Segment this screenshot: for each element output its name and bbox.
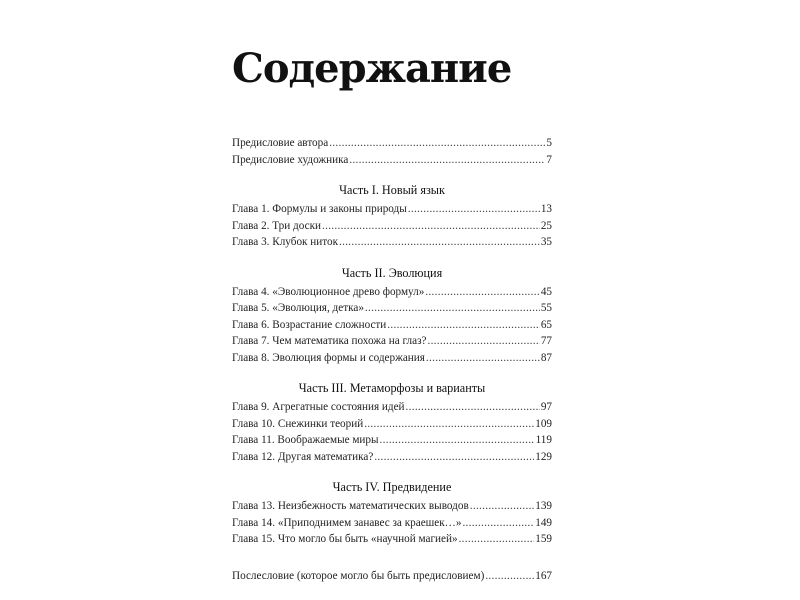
- leader-dots: [459, 531, 535, 548]
- toc-entry-label: Глава 1. Формулы и законы природы: [232, 203, 407, 215]
- toc-entry-chapter-10[interactable]: [232, 416, 552, 433]
- leader-dots: [339, 234, 540, 251]
- toc-page-number: 7: [546, 153, 552, 166]
- toc-entry-author-preface[interactable]: [232, 135, 552, 152]
- leader-dots: [374, 449, 534, 466]
- toc-entry-chapter-12[interactable]: [232, 449, 552, 466]
- toc-entry-label: Послесловие (которое могло бы быть предисловием): [232, 569, 485, 582]
- toc-page-number: 159: [535, 533, 552, 545]
- toc-page-number: 129: [535, 450, 552, 463]
- toc-page-number: 149: [535, 516, 552, 529]
- toc-entry-chapter-15[interactable]: [232, 531, 552, 548]
- toc-entry-label: Глава 4. «Эволюционное древо формул»: [232, 285, 425, 298]
- part-heading-1: Часть I. Новый язык: [339, 183, 445, 197]
- toc-entry-chapter-8[interactable]: [232, 350, 552, 367]
- leader-dots: [408, 201, 540, 218]
- toc-page-number: 13: [540, 203, 552, 215]
- toc-page-number: 35: [540, 236, 552, 248]
- toc-entry-label: Глава 3. Клубок ниток: [232, 236, 339, 248]
- toc-entry-label: Глава 12. Другая математика?: [232, 450, 374, 463]
- toc-entry-label: Глава 10. Снежинки теорий: [232, 417, 364, 430]
- leader-dots: [322, 218, 540, 235]
- toc-entry-label: Предисловие художника: [232, 153, 349, 166]
- leader-dots: [462, 515, 534, 532]
- leader-dots: [470, 498, 534, 515]
- toc-page-number: 5: [546, 137, 552, 149]
- toc-page-number: 25: [540, 219, 552, 232]
- toc-page-number: 45: [540, 285, 552, 298]
- toc-entry-label: Глава 11. Воображаемые миры: [232, 434, 379, 446]
- toc-page-number: 77: [540, 335, 552, 347]
- toc-entry-chapter-13[interactable]: [232, 498, 552, 515]
- part-heading-4: Часть IV. Предвидение: [332, 480, 452, 494]
- toc-entry-label: Глава 8. Эволюция формы и содержания: [232, 351, 425, 364]
- toc-entry-chapter-2[interactable]: [232, 218, 552, 235]
- leader-dots: [349, 152, 545, 169]
- toc-entry-chapter-1[interactable]: [232, 201, 552, 218]
- toc-page-number: 167: [535, 569, 552, 582]
- toc-page-number: 109: [535, 417, 552, 430]
- leader-dots: [425, 284, 539, 301]
- toc-page-number: 87: [540, 351, 552, 364]
- toc-page-number: 55: [540, 302, 552, 314]
- leader-dots: [365, 300, 540, 317]
- toc-entry-label: Предисловие автора: [232, 137, 329, 149]
- toc-entry-label: Глава 5. «Эволюция, детка»: [232, 302, 364, 314]
- toc-entry-artist-preface[interactable]: [232, 152, 552, 169]
- toc-entry-chapter-9[interactable]: [232, 399, 552, 416]
- toc-page-number: 139: [535, 500, 552, 512]
- toc-entry-label: Глава 15. Что могло бы быть «научной магией»: [232, 533, 458, 545]
- toc-entry-chapter-3[interactable]: [232, 234, 552, 251]
- toc-entry-label: Глава 2. Три доски: [232, 219, 321, 232]
- toc-entry-label: Глава 9. Агрегатные состояния идей: [232, 401, 405, 413]
- leader-dots: [426, 350, 540, 367]
- leader-dots: [485, 568, 534, 585]
- toc-entry-chapter-6[interactable]: [232, 317, 552, 334]
- leader-dots: [427, 333, 539, 350]
- toc-entry-chapter-11[interactable]: [232, 432, 552, 449]
- toc-entry-label: Глава 13. Неизбежность математических выводов: [232, 500, 469, 512]
- page-title: Содержание: [232, 45, 512, 92]
- toc-entry-label: Глава 7. Чем математика похожа на глаз?: [232, 335, 427, 347]
- part-heading-3: Часть III. Метаморфозы и варианты: [298, 381, 486, 395]
- leader-dots: [364, 416, 534, 433]
- part-heading-2: Часть II. Эволюция: [341, 265, 443, 280]
- toc-entry-chapter-4[interactable]: [232, 284, 552, 301]
- toc-page-number: 97: [540, 401, 552, 413]
- toc-entry-label: Глава 14. «Приподнимем занавес за краешек…»: [232, 516, 462, 529]
- leader-dots: [387, 317, 540, 334]
- toc-entry-chapter-14[interactable]: [232, 515, 552, 532]
- leader-dots: [380, 432, 535, 449]
- table-of-contents: [232, 135, 552, 584]
- toc-page-number: 119: [535, 434, 552, 446]
- toc-entry-afterword[interactable]: [232, 568, 552, 585]
- toc-page-number: 65: [540, 318, 552, 331]
- toc-entry-label: Глава 6. Возрастание сложности: [232, 318, 387, 331]
- toc-entry-chapter-5[interactable]: [232, 300, 552, 317]
- leader-dots: [406, 399, 540, 416]
- toc-entry-chapter-7[interactable]: [232, 333, 552, 350]
- leader-dots: [329, 135, 545, 152]
